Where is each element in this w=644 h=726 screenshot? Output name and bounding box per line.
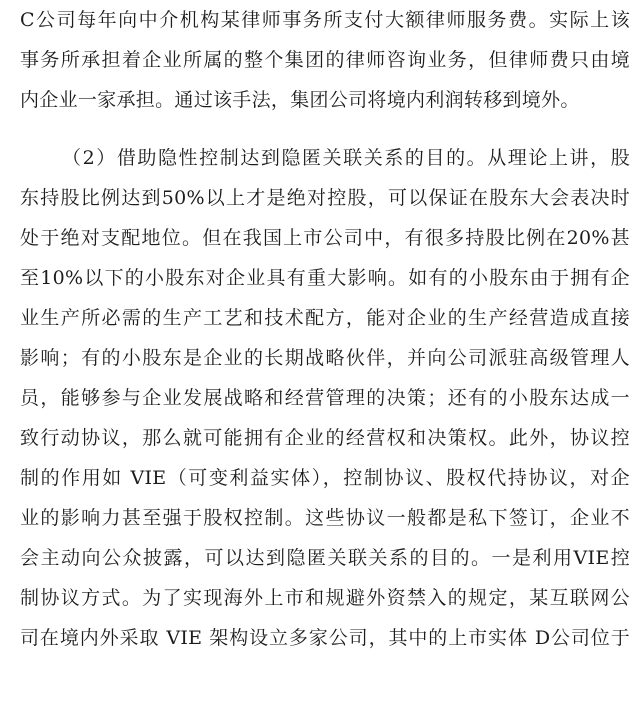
text-line-11: 致行动协议，那么就可能拥有企业的经营权和决策权。此外，协议控 [20,427,630,449]
text-line-12: 制的作用如 VIE（可变利益实体），控制协议、股权代持协议，对企 [20,467,630,489]
text-line-6: 处于绝对支配地位。但在我国上市公司中，有很多持股比例在20%甚 [20,227,630,249]
text-line-4: （2）借助隐性控制达到隐匿关联关系的目的。从理论上讲，股 [62,147,630,169]
text-line-7: 至10%以下的小股东对企业具有重大影响。如有的小股东由于拥有企 [20,267,630,289]
text-line-10: 员，能够参与企业发展战略和经营管理的决策；还有的小股东达成一 [20,387,630,409]
text-line-3: 内企业一家承担。通过该手法，集团公司将境内利润转移到境外。 [20,89,580,111]
text-line-9: 影响；有的小股东是企业的长期战略伙伴，并向公司派驻高级管理人 [20,347,630,369]
text-line-15: 制协议方式。为了实现海外上市和规避外资禁入的规定，某互联网公 [20,587,630,609]
text-line-14: 会主动向公众披露，可以达到隐匿关联关系的目的。一是利用VIE控 [20,547,630,569]
text-line-13: 业的影响力甚至强于股权控制。这些协议一般都是私下签订，企业不 [20,507,630,529]
text-line-1: C公司每年向中介机构某律师事务所支付大额律师服务费。实际上该 [20,9,630,31]
text-line-16: 司在境内外采取 VIE 架构设立多家公司，其中的上市实体 D公司位于 [20,627,630,649]
text-line-8: 业生产所必需的生产工艺和技术配方，能对企业的生产经营造成直接 [20,307,630,329]
text-line-2: 事务所承担着企业所属的整个集团的律师咨询业务，但律师费只由境 [20,49,630,71]
text-line-5: 东持股比例达到50%以上才是绝对控股，可以保证在股东大会表决时 [20,187,630,209]
